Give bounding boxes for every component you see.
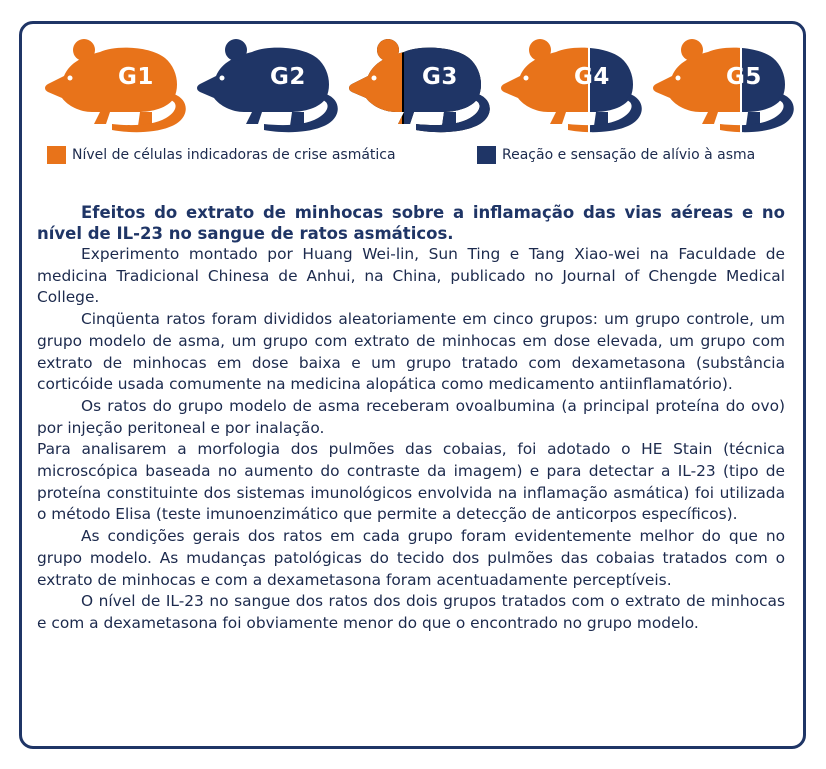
article [37, 202, 785, 635]
article-paragraph: Experimento montado por Huang Wei-lin, Sun Ting e Tang Xiao-wei na Faculdade de medicina Tradicional Chinesa de Anhui, na China, publicado no Journal of Chengde Medical College. [37, 245, 785, 307]
rat-g3 [344, 36, 494, 141]
article-paragraph: O nível de IL-23 no sangue dos ratos dos dois grupos tratados com o extrato de minhocas e com a dexametasona foi obviamente menor do que o encontrado no grupo modelo. [37, 592, 785, 632]
rat-icon [40, 36, 190, 141]
article-paragraph: Para analisarem a morfologia dos pulmões das cobaias, foi adotado o HE Stain (técnica microscópica baseada no aumento do contraste da imagem) e para detectar a IL-23 (tipo de proteína constituinte dos sistemas imunológicos envolvida na inflamação asmática) foi utilizada o método Elisa (teste imunoenzimático que permite a detecção de anticorpos específicos). [37, 440, 785, 524]
rat-icon [192, 36, 342, 141]
rat-g2 [192, 36, 342, 141]
orange-swatch [47, 146, 66, 164]
rat-label-g4: G4 [574, 64, 610, 90]
legend [22, 146, 803, 170]
rat-icon [344, 36, 494, 141]
legend-item-orange [47, 146, 396, 164]
rat-g1 [40, 36, 190, 141]
navy-swatch [477, 146, 496, 164]
legend-label-navy: Reação e sensação de alívio à asma [502, 147, 756, 163]
rat-g5 [648, 36, 798, 141]
rat-label-g5: G5 [726, 64, 762, 90]
rat-label-g1: G1 [118, 64, 154, 90]
article-paragraph: As condições gerais dos ratos em cada grupo foram evidentemente melhor do que no grupo modelo. As mudanças patológicas do tecido dos pulmões das cobaias tratados com o extrato de minhocas e com a dexametasona foram acentuadamente perceptíveis. [37, 527, 785, 589]
rat-icon [648, 36, 798, 141]
rat-groups [38, 36, 793, 141]
rat-label-g2: G2 [270, 64, 306, 90]
article-paragraph: Cinqüenta ratos foram divididos aleatoriamente em cinco grupos: um grupo controle, um grupo modelo de asma, um grupo com extrato de minhocas em dose elevada, um grupo com extrato de minhocas em dose baixa e um grupo tratado com dexametasona (substância corticóide usada comumente na medicina alopática como medicamento antiinflamatório). [37, 310, 785, 394]
article-title: Efeitos do extrato de minhocas sobre a inflamação das vias aéreas e no nível de IL-23 no sangue de ratos asmáticos. [37, 203, 785, 243]
rat-label-g3: G3 [422, 64, 458, 90]
legend-label-orange: Nível de células indicadoras de crise asmática [72, 147, 396, 163]
article-paragraph: Os ratos do grupo modelo de asma receberam ovoalbumina (a principal proteína do ovo) por injeção peritoneal e por inalação. [37, 396, 785, 437]
rat-icon [496, 36, 646, 141]
rat-g4 [496, 36, 646, 141]
legend-item-navy [477, 146, 755, 164]
